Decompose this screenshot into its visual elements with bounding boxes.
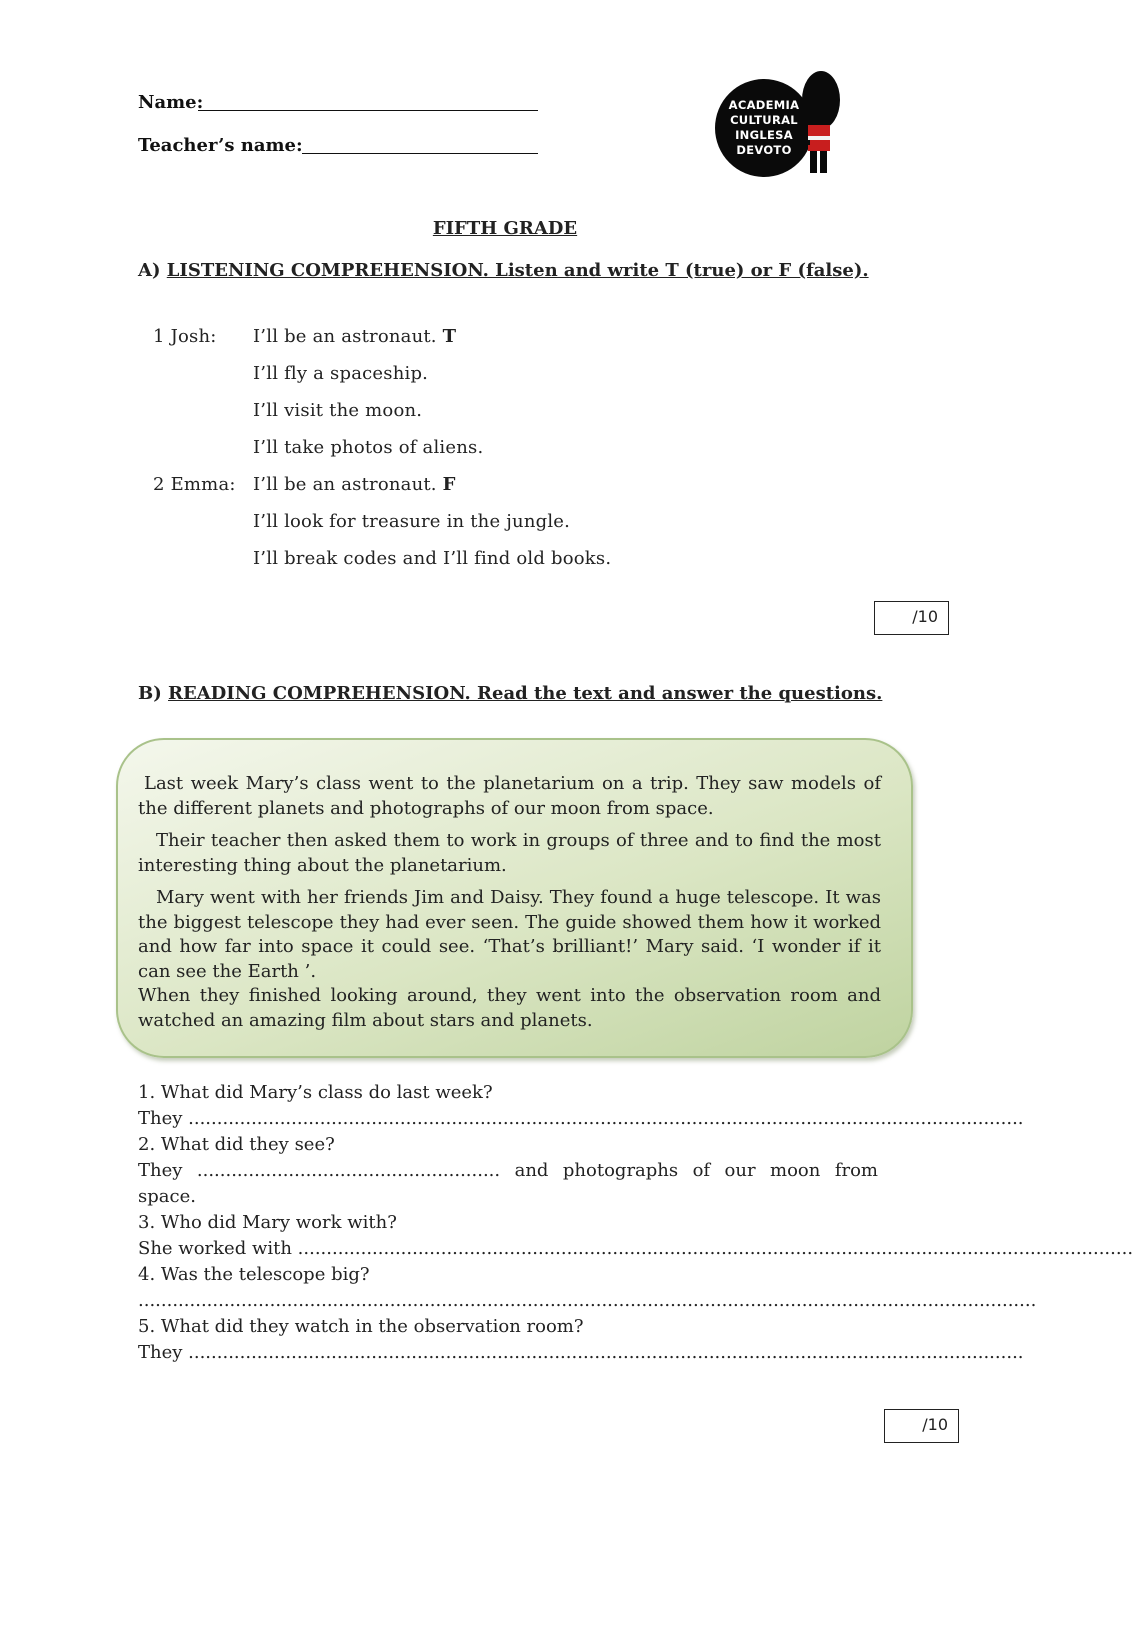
statement-7[interactable]: I’ll break codes and I’ll find old books. bbox=[253, 548, 612, 569]
answer-mark: F bbox=[442, 474, 456, 495]
speaker-emma: 2 Emma: bbox=[153, 474, 236, 495]
statement-6[interactable]: I’ll look for treasure in the jungle. bbox=[253, 511, 571, 532]
question-5: 5. What did they watch in the observation room? bbox=[138, 1316, 584, 1337]
teacher-name-label: Teacher’s name: bbox=[138, 135, 303, 156]
royal-guard-icon bbox=[796, 70, 846, 175]
reading-paragraph: When they finished looking around, they went into the observation room and watched an amazing film about stars and planets. bbox=[138, 985, 881, 1031]
section-b-heading: B) READING COMPREHENSION. Read the text and answer the questions. bbox=[138, 683, 883, 704]
teacher-name-line[interactable] bbox=[302, 153, 538, 154]
statement-5[interactable]: I’ll be an astronaut. F bbox=[253, 474, 456, 495]
section-a-heading: A) LISTENING COMPREHENSION. Listen and write T (true) or F (false). bbox=[138, 260, 869, 281]
answer-line-4[interactable]: ............................................................................................................................................................. bbox=[138, 1290, 1037, 1311]
answer-line-1[interactable]: They .................................................................................................................................................. bbox=[138, 1108, 1024, 1129]
questions-list bbox=[138, 1080, 1133, 1366]
question-1: 1. What did Mary’s class do last week? bbox=[138, 1082, 493, 1103]
answer-line-2[interactable]: They ..................................................... and photographs of our moon from space. bbox=[138, 1160, 878, 1207]
reading-paragraph: Last week Mary’s class went to the planetarium on a trip. They saw models of the different planets and photographs of our moon from space. bbox=[138, 773, 881, 819]
statement-1[interactable]: I’ll be an astronaut. T bbox=[253, 326, 457, 347]
reading-paragraph: Mary went with her friends Jim and Daisy. They found a huge telescope. It was the biggest telescope they had ever seen. The guide showed them how it worked and how far into space it could see. ‘That’s brilliant!’ Mary said. ‘I wonder if it can see the Earth ’. bbox=[138, 887, 881, 982]
name-label: Name: bbox=[138, 92, 204, 113]
reading-text-box bbox=[116, 738, 913, 1058]
statement-4[interactable]: I’ll take photos of aliens. bbox=[253, 437, 484, 458]
answer-line-3[interactable]: She worked with .................................................................................................................................................. bbox=[138, 1238, 1133, 1259]
answer-line-5[interactable]: They .................................................................................................................................................. bbox=[138, 1342, 1024, 1363]
school-logo: ACADEMIA CULTURAL INGLESA DEVOTO bbox=[715, 79, 813, 177]
name-line[interactable] bbox=[198, 110, 538, 111]
answer-mark: T bbox=[442, 326, 457, 347]
statement-2[interactable]: I’ll fly a spaceship. bbox=[253, 363, 429, 384]
question-4: 4. Was the telescope big? bbox=[138, 1264, 370, 1285]
score-box-b[interactable]: /10 bbox=[884, 1409, 959, 1443]
speaker-josh: 1 Josh: bbox=[153, 326, 217, 347]
question-3: 3. Who did Mary work with? bbox=[138, 1212, 397, 1233]
page-title: FIFTH GRADE bbox=[432, 218, 578, 239]
score-box-a[interactable]: /10 bbox=[874, 601, 949, 635]
statement-3[interactable]: I’ll visit the moon. bbox=[253, 400, 423, 421]
reading-paragraph: Their teacher then asked them to work in groups of three and to find the most interesting thing about the planetarium. bbox=[138, 830, 881, 876]
question-2: 2. What did they see? bbox=[138, 1134, 335, 1155]
